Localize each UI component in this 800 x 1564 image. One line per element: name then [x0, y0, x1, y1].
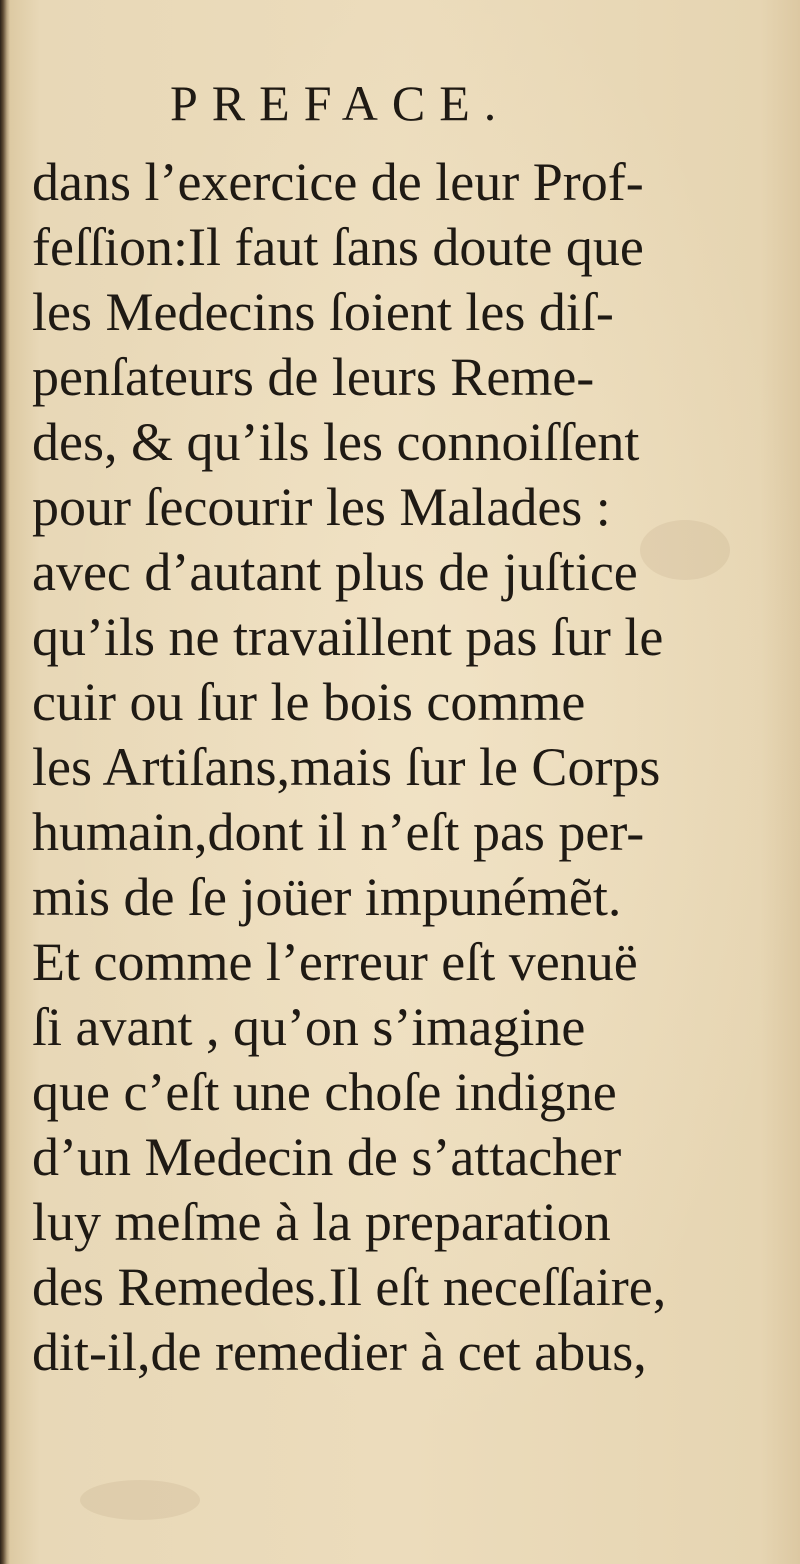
- text-line: luy meſme à la preparation: [32, 1192, 611, 1252]
- text-line: avec d’autant plus de juſtice: [32, 542, 638, 602]
- text-line: pour ſecourir les Malades :: [32, 477, 611, 537]
- text-line: que c’eſt une choſe indigne: [32, 1062, 617, 1122]
- text-line: les Medecins ſoient les diſ-: [32, 282, 614, 342]
- body-text: [32, 150, 692, 1385]
- text-line: Et comme l’erreur eſt venuë: [32, 932, 638, 992]
- binding-gutter: [0, 0, 10, 1564]
- text-line: mis de ſe joüer impunémẽt.: [32, 867, 622, 927]
- text-line: dit-il,de remedier à cet abus,: [32, 1322, 647, 1382]
- text-line: des, & qu’ils les connoiſſent: [32, 412, 640, 472]
- text-line: les Artiſans,mais ſur le Corps: [32, 737, 661, 797]
- text-line: dans l’exercice de leur Prof-: [32, 152, 644, 212]
- text-line: des Remedes.Il eſt neceſſaire,: [32, 1257, 667, 1317]
- text-line: ſi avant , qu’on s’imagine: [32, 997, 586, 1057]
- text-line: qu’ils ne travaillent pas ſur le: [32, 607, 664, 667]
- text-line: cuir ou ſur le bois comme: [32, 672, 586, 732]
- text-line: feſſion:Il faut ſans doute que: [32, 217, 644, 277]
- text-line: humain,dont il n’eſt pas per-: [32, 802, 645, 862]
- running-head: PREFACE.: [170, 75, 511, 131]
- text-line: d’un Medecin de s’attacher: [32, 1127, 622, 1187]
- paper-stain: [80, 1480, 200, 1520]
- text-line: penſateurs de leurs Reme-: [32, 347, 595, 407]
